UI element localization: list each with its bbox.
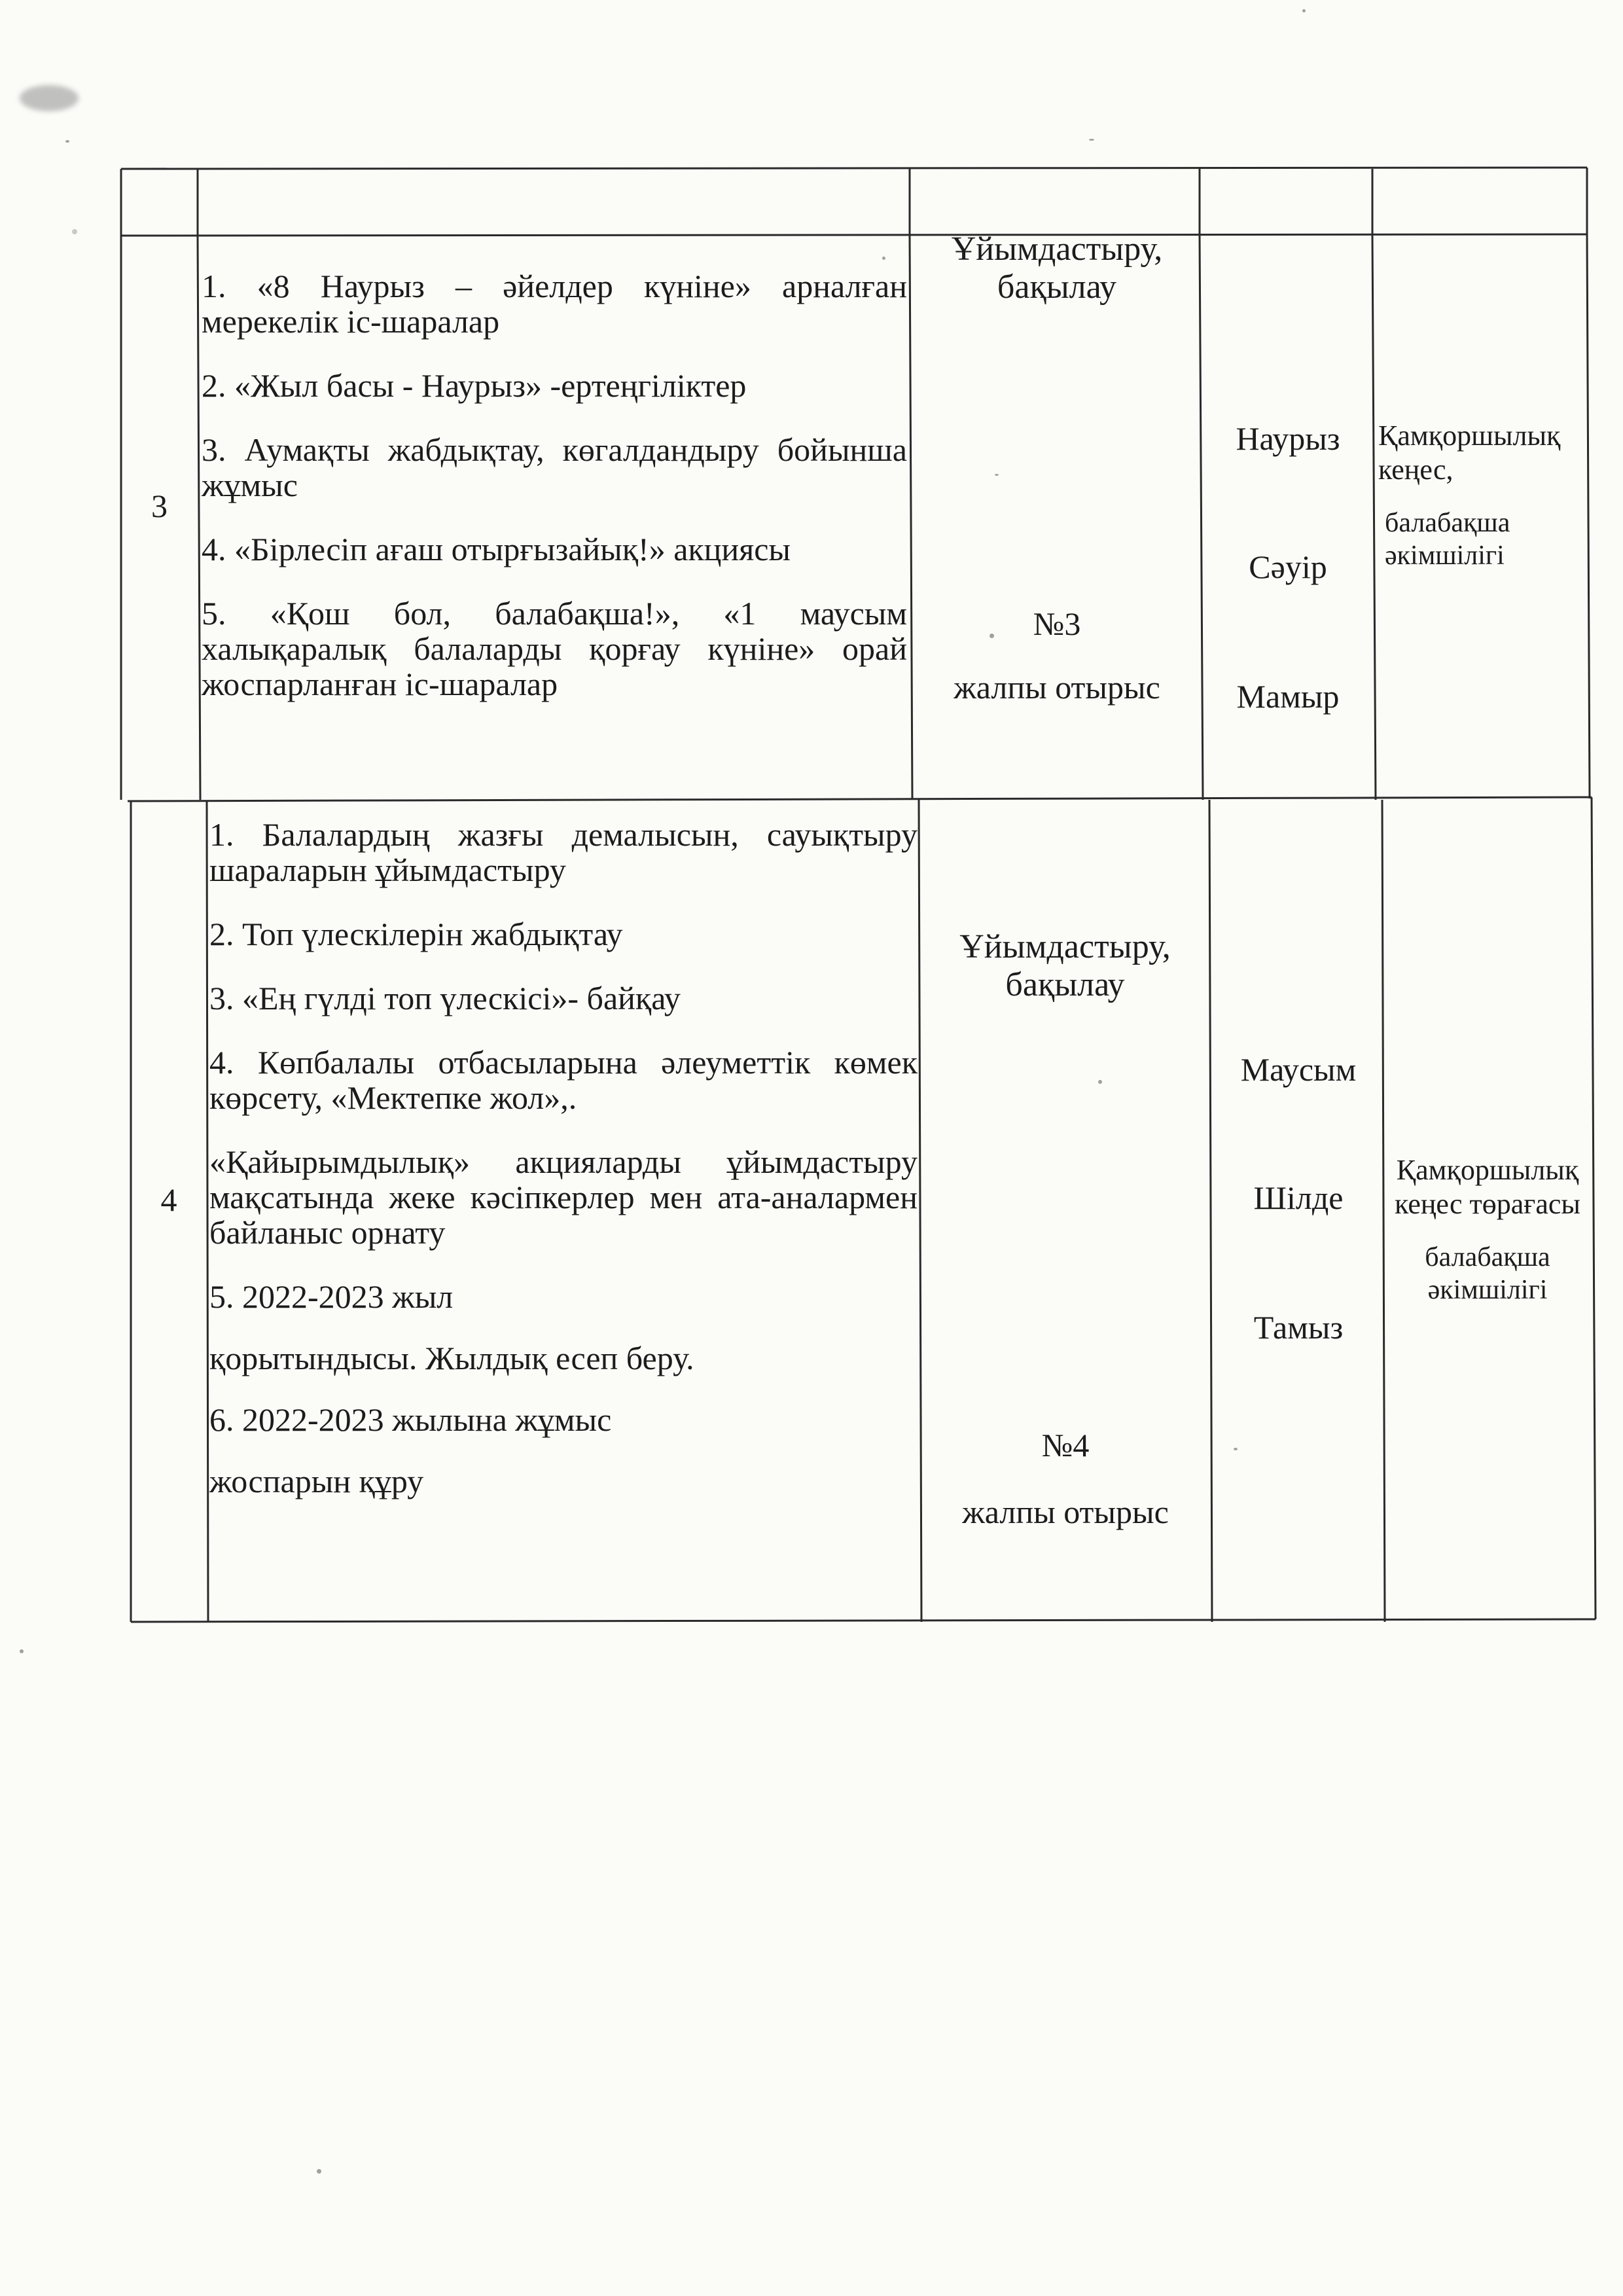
responsible-cell xyxy=(1386,1153,1589,1326)
meeting-label: жалпы отырыс xyxy=(962,1494,1169,1530)
activity-item: 3. «Ең гүлді топ үлескісі»- байқау xyxy=(209,980,681,1016)
activity-item: қорытындысы. Жылдық есеп беру. xyxy=(209,1340,694,1376)
month-label: Мамыр xyxy=(1236,678,1340,715)
activity-item: 4. Көпбалалы отбасыларына әлеуметтік көмек көрсету, «Мектепке жол»,. xyxy=(209,1044,918,1116)
activity-item: «Қайырымдылық» акцияларды ұйымдастыру мақсатында жеке кәсіпкерлер мен ата-аналармен байланыс орнату xyxy=(209,1143,918,1251)
responsible-item: балабақша әкімшілігі xyxy=(1425,1242,1550,1305)
meeting-number: №3 xyxy=(1033,605,1081,642)
activity-item: 5. «Қош бол, балабақша!», «1 маусым халықаралық балаларды қорғау күніне» орай жоспарланған іс-шаралар xyxy=(202,595,907,702)
activity-item: 1. Балалардың жазғы демалысын, сауықтыру шараларын ұйымдастыру xyxy=(209,816,918,888)
row-number: 3 xyxy=(151,488,168,524)
form-label: Ұйымдастыру, бақылау xyxy=(959,928,1171,1003)
responsible-item: Қамқоршылық кеңес төрағасы xyxy=(1395,1154,1580,1220)
activity-item: 2. Топ үлескілерін жабдықтау xyxy=(209,916,623,952)
month-label: Тамыз xyxy=(1253,1309,1344,1346)
activity-item: 6. 2022-2023 жылына жұмыс xyxy=(209,1401,612,1438)
month-label: Маусым xyxy=(1240,1051,1357,1088)
meeting-number: №4 xyxy=(1041,1427,1090,1463)
month-label: Наурыз xyxy=(1236,420,1340,457)
responsible-item: балабақша әкімшілігі xyxy=(1385,508,1510,571)
form-label: Ұйымдастыру, бақылау xyxy=(951,230,1163,306)
row-number: 4 xyxy=(160,1181,177,1218)
month-label: Сәуір xyxy=(1249,548,1327,585)
activities-cell xyxy=(209,817,918,1525)
responsible-cell xyxy=(1376,419,1588,592)
month-label: Шілде xyxy=(1253,1179,1344,1216)
activity-item: 5. 2022-2023 жыл xyxy=(209,1278,454,1315)
meeting-label: жалпы отырыс xyxy=(954,669,1160,706)
activity-item: 4. «Бірлесіп ағаш отырғызайық!» акциясы xyxy=(202,531,791,567)
activities-cell xyxy=(202,268,907,730)
activity-item: 1. «8 Наурыз – әйелдер күніне» арналған мерекелік іс-шаралар xyxy=(202,268,907,340)
activity-item: 3. Аумақты жабдықтау, көгалдандыру бойынша жұмыс xyxy=(202,431,907,503)
activity-item: жоспарын құру xyxy=(209,1463,424,1499)
responsible-item: Қамқоршылық кеңес, xyxy=(1378,420,1561,486)
activity-item: 2. «Жыл басы - Наурыз» -ертеңгіліктер xyxy=(202,367,747,404)
